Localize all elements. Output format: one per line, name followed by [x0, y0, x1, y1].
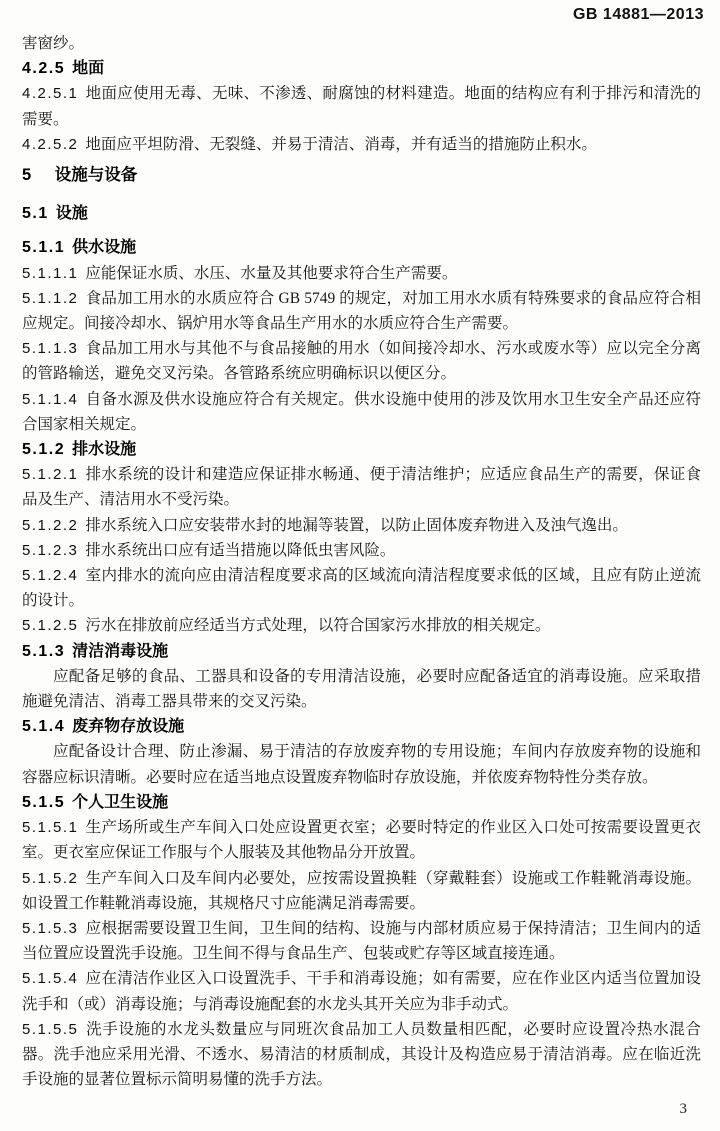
- heading-number: 5.1: [22, 205, 49, 223]
- clause-text: 室内排水的流向应由清洁程度要求高的区域流向清洁程度要求低的区域，且应有防止逆流的设计。: [22, 567, 701, 610]
- clause-text: 食品加工用水与其他不与食品接触的用水（如间接冷却水、污水或废水等）应以完全分离的管路输送，避免交叉污染。各管路系统应明确标识以便区分。: [22, 340, 701, 383]
- clause-text: 污水在排放前应经适当方式处理，以符合国家污水排放的相关规定。: [85, 617, 551, 635]
- clause-number: 5.1.1.2: [22, 289, 79, 307]
- clause-number: 5.1.1.4: [22, 390, 79, 408]
- clause-text: 排水系统的设计和建造应保证排水畅通、便于清洁维护；应适应食品生产的需要，保证食品及生产、清洁用水不受污染。: [22, 466, 701, 509]
- heading-title: 个人卫生设施: [72, 793, 169, 811]
- clause-4.2.5.2: [22, 132, 701, 157]
- clause-text: 洗手设施的水龙头数量应与同班次食品加工人员数量相匹配，必要时应设置冷热水混合器。洗手池应采用光滑、不透水、易清洁的材质制成，其设计及构造应易于清洁消毒。应在临近洗手设施的显著位置标示简明易懂的洗手方法。: [22, 1020, 701, 1089]
- clause-number: 5.1.5.1: [22, 819, 79, 837]
- clause-5.1.2.1: [22, 462, 701, 512]
- clause-text: 生产车间入口及车间内必要处，应按需设置换鞋（穿戴鞋套）设施或工作鞋靴消毒设施。如设置工作鞋靴消毒设施，其规格尺寸应能满足消毒需要。: [22, 869, 701, 912]
- clause-number: 5.1.1.1: [22, 264, 79, 282]
- document-content: [22, 31, 701, 1092]
- heading-number: 5.1.1: [22, 239, 66, 257]
- clause-5.1.5.5: [22, 1017, 701, 1093]
- heading-title: 设施: [55, 205, 88, 223]
- clause-5.1.5.2: [22, 866, 701, 916]
- heading-number: 5.1.4: [22, 718, 66, 736]
- section-heading-5.1.5: [22, 790, 701, 815]
- page-footer: [680, 1100, 688, 1118]
- section-heading-4.2.5: [22, 56, 701, 81]
- heading-title: 排水设施: [72, 441, 137, 459]
- heading-title: 供水设施: [72, 239, 137, 257]
- clause-5.1.1.4: [22, 387, 701, 437]
- clause-number: 5.1.5.4: [22, 970, 79, 988]
- section-heading-5.1: [22, 201, 701, 226]
- page-number: 3: [679, 1101, 687, 1117]
- heading-title: 设施与设备: [54, 166, 138, 185]
- clause-number: 5.1.5.3: [22, 919, 79, 937]
- heading-title: 废弃物存放设施: [72, 718, 185, 736]
- clause-number: 5.1.2.5: [22, 617, 79, 635]
- clause-number: 5.1.5.2: [22, 869, 79, 887]
- section-heading-5.1.2: [22, 437, 701, 462]
- clause-4.2.5.1: [22, 81, 701, 131]
- clause-5.1.1.3: [22, 336, 701, 386]
- clause-text: 害窗纱。: [22, 35, 85, 52]
- clause-number: 5.1.5.5: [22, 1020, 79, 1038]
- clause-text: 应能保证水质、水压、水量及其他要求符合生产需要。: [85, 264, 458, 282]
- clause-text: 自备水源及供水设施应符合有关规定。供水设施中使用的涉及饮用水卫生安全产品还应符合国家相关规定。: [22, 390, 701, 433]
- clause-number: 5.1.1.3: [22, 340, 79, 358]
- heading-number: 5.1.2: [22, 441, 66, 459]
- clause-text: 应在清洁作业区入口设置洗手、干手和消毒设施；如有需要，应在作业区内适当位置加设洗手和（或）消毒设施；与消毒设施配套的水龙头其开关应为非手动式。: [22, 970, 701, 1013]
- standard-number: GB 14881—2013: [572, 6, 704, 23]
- section-heading-5: [22, 163, 701, 188]
- clause-5.1.5.3: [22, 916, 701, 966]
- section-heading-5.1.3: [22, 639, 701, 664]
- clause-text: 生产场所或生产车间入口处应设置更衣室；必要时特定的作业区入口处可按需要设置更衣室。更衣室应保证工作服与个人服装及其他物品分开放置。: [22, 819, 701, 862]
- clause-5.1.1.2: [22, 286, 701, 336]
- heading-title: 清洁消毒设施: [72, 642, 169, 660]
- clause-number: 4.2.5.2: [22, 135, 79, 153]
- clause-5.1.2.5: [22, 613, 701, 638]
- page-header: [0, 6, 704, 24]
- paragraph: [22, 664, 701, 714]
- clause-number: 5.1.2.3: [22, 541, 79, 559]
- clause-5.1.2.3: [22, 538, 701, 563]
- clause-number: 5.1.2.4: [22, 567, 79, 585]
- clause-text: 应配备足够的食品、工器具和设备的专用清洁设施，必要时应配备适宜的消毒设施。应采取措施避免清洁、消毒工器具带来的交叉污染。: [22, 667, 701, 711]
- clause-5.1.5.1: [22, 815, 701, 865]
- clause-5.1.2.2: [22, 513, 701, 538]
- paragraph: [22, 739, 701, 789]
- clause-5.1.5.4: [22, 966, 701, 1016]
- clause-text: 地面应使用无毒、无味、不渗透、耐腐蚀的材料建造。地面的结构应有利于排污和清洗的需要。: [22, 85, 701, 128]
- clause-text: 食品加工用水的水质应符合 GB 5749 的规定，对加工用水水质有特殊要求的食品应符合相应规定。间接冷却水、锅炉用水等食品生产用水的水质应符合生产需要。: [22, 289, 701, 333]
- clause-number: 5.1.2.1: [22, 466, 79, 484]
- clause-text: 应根据需要设置卫生间，卫生间的结构、设施与内部材质应易于保持清洁；卫生间内的适当位置应设置洗手设施。卫生间不得与食品生产、包装或贮存等区域直接连通。: [22, 919, 701, 963]
- clause-number: 4.2.5.1: [22, 85, 79, 103]
- clause-text: 地面应平坦防滑、无裂缝、并易于清洁、消毒，并有适当的措施防止积水。: [85, 135, 597, 153]
- heading-title: 地面: [72, 60, 105, 78]
- clause-number: 5.1.2.2: [22, 516, 79, 534]
- clause-text: 应配备设计合理、防止渗漏、易于清洁的存放废弃物的专用设施；车间内存放废弃物的设施和容器应标识清晰。必要时应在适当地点设置废弃物临时存放设施，并依废弃物特性分类存放。: [22, 743, 701, 786]
- clause-text: 排水系统入口应安装带水封的地漏等装置，以防止固体废弃物进入及浊气逸出。: [85, 516, 628, 534]
- heading-number: 5.1.3: [22, 642, 66, 660]
- section-heading-5.1.4: [22, 714, 701, 739]
- clause-5.1.2.4: [22, 563, 701, 613]
- clause-5.1.1.1: [22, 261, 701, 286]
- heading-number: 5: [22, 166, 33, 185]
- continuation-text: [22, 31, 701, 56]
- heading-number: 5.1.5: [22, 793, 66, 811]
- section-heading-5.1.1: [22, 235, 701, 260]
- clause-text: 排水系统出口应有适当措施以降低虫害风险。: [85, 541, 396, 559]
- heading-number: 4.2.5: [22, 60, 66, 78]
